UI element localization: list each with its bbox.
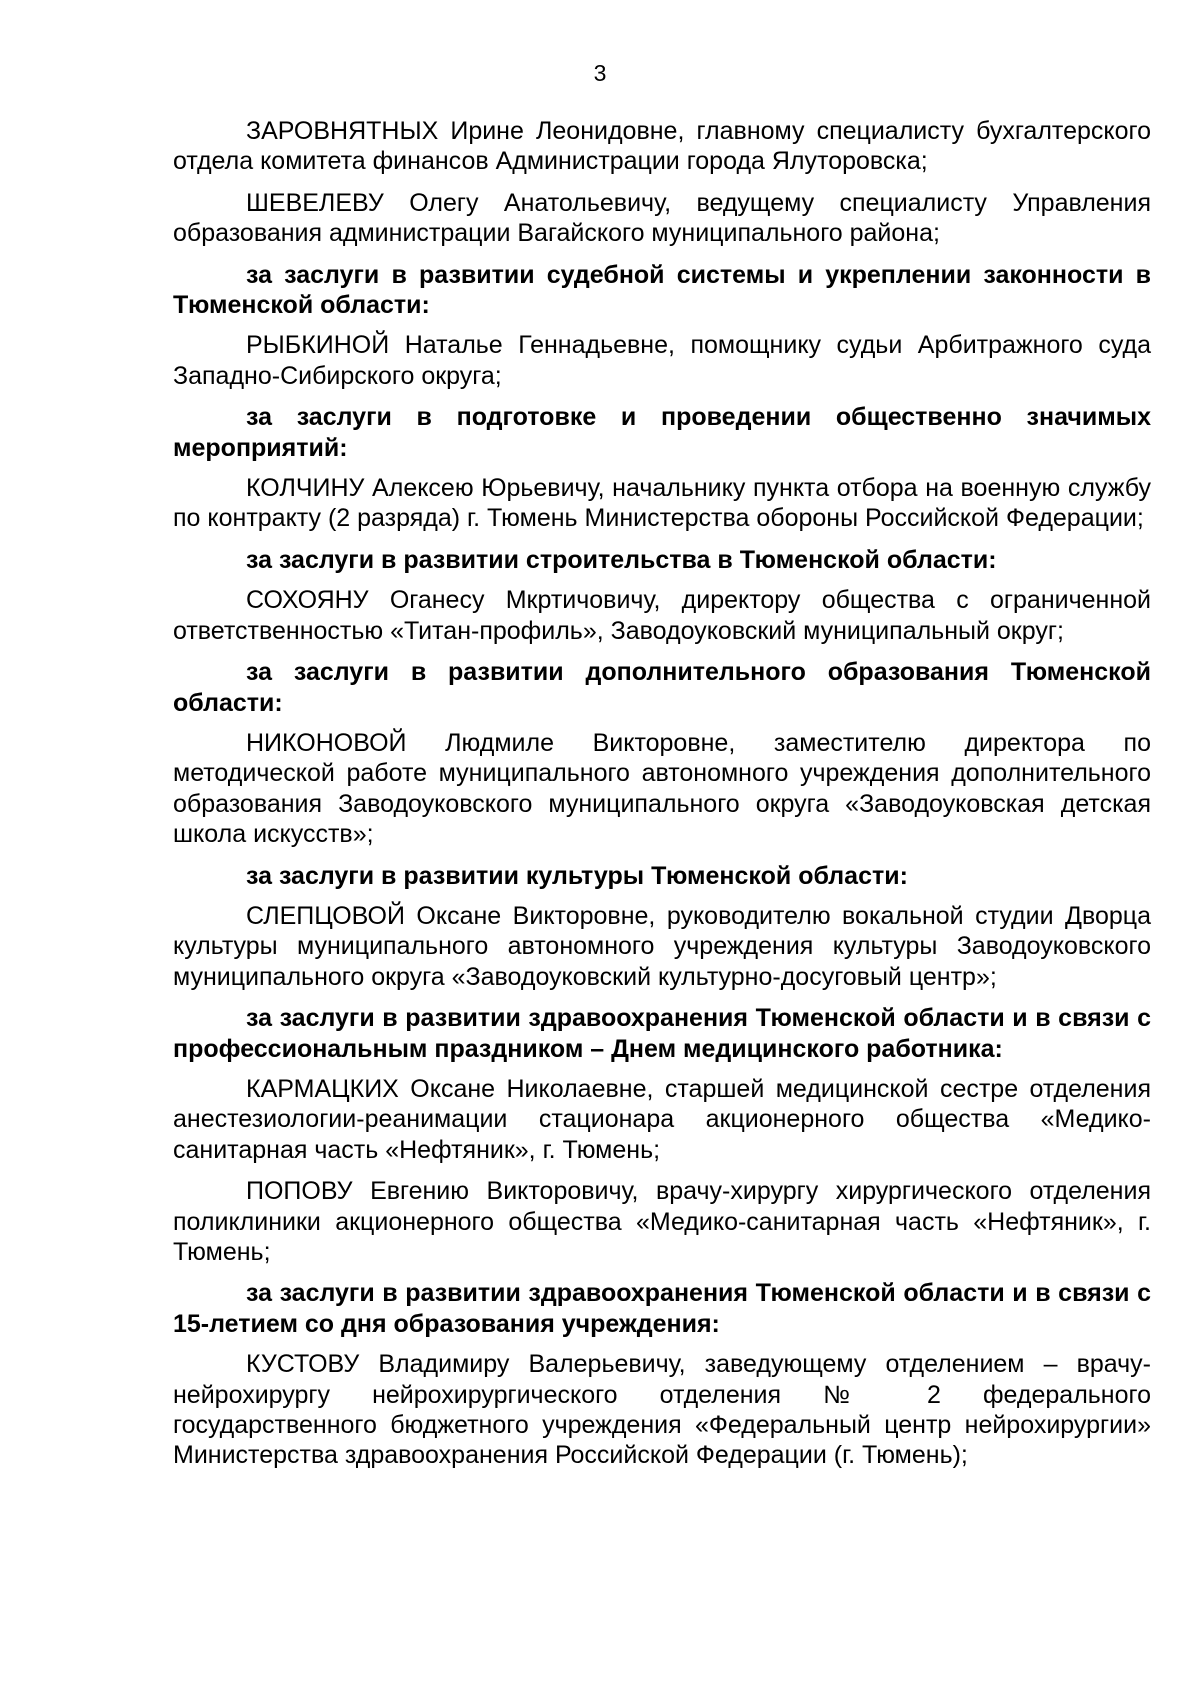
award-category-heading: за заслуги в подготовке и проведении общественно значимых мероприятий: [173,403,1151,462]
award-category-heading: за заслуги в развитии здравоохранения Тюменской области и в связи с 15-летием со дня образования учреждения: [173,1279,1151,1338]
award-recipient: СОХОЯНУ Оганесу Мкртичовичу, директору общества с ограниченной ответственностью «Титан-профиль», Заводоуковский муниципальный округ; [173,586,1151,645]
award-category-heading: за заслуги в развитии дополнительного образования Тюменской области: [173,658,1151,717]
award-category-heading: за заслуги в развитии строительства в Тюменской области: [246,545,997,574]
award-recipient: КАРМАЦКИХ Оксане Николаевне, старшей медицинской сестре отделения анестезиологии-реанимации стационара акционерного общества «Медико-санитарная часть «Нефтяник», г. Тюмень; [173,1074,1151,1164]
award-recipient: ПОПОВУ Евгению Викторовичу, врачу-хирургу хирургического отделения поликлиники акционерного общества «Медико-санитарная часть «Нефтяник», г. Тюмень; [173,1177,1151,1266]
award-recipient: КОЛЧИНУ Алексею Юрьевичу, начальнику пункта отбора на военную службу по контракту (2 разряда) г. Тюмень Министерства обороны Российской Федерации; [173,474,1151,533]
award-recipient: СЛЕПЦОВОЙ Оксане Викторовне, руководителю вокальной студии Дворца культуры муниципального автономного учреждения культуры Заводоуковского муниципального округа «Заводоуковский культурно-досуговый центр»; [173,901,1151,991]
award-recipient: ЗАРОВНЯТНЫХ Ирине Леонидовне, главному специалисту бухгалтерского отдела комитета финансов Администрации города Ялуторовска; [173,117,1151,176]
award-category-heading: за заслуги в развитии судебной системы и укреплении законности в Тюменской области: [173,260,1151,320]
award-category-heading: за заслуги в развитии здравоохранения Тюменской области и в связи с профессиональным праздником – Днем медицинского работника: [173,1004,1151,1063]
page-number: 3 [593,60,607,86]
award-recipient: НИКОНОВОЙ Людмиле Викторовне, заместителю директора по методической работе муниципального автономного учреждения дополнительного образования Заводоуковского муниципального округа «Заводоуковская детская школа искусств»; [173,728,1151,849]
award-recipient: ШЕВЕЛЕВУ Олегу Анатольевичу, ведущему специалисту Управления образования администрации Вагайского муниципального района; [173,188,1151,248]
award-category-heading: за заслуги в развитии культуры Тюменской области: [246,861,908,890]
award-recipient: РЫБКИНОЙ Наталье Геннадьевне, помощнику судьи Арбитражного суда Западно-Сибирского округа; [173,331,1151,390]
document-body [173,116,1151,1482]
award-recipient: КУСТОВУ Владимиру Валерьевичу, заведующему отделением – врачу-нейрохирургу нейрохирургического отделения № 2 федерального государственного бюджетного учреждения «Федеральный центр нейрохирургии» Министерства здравоохранения Российской Федерации (г. Тюмень); [173,1350,1151,1470]
